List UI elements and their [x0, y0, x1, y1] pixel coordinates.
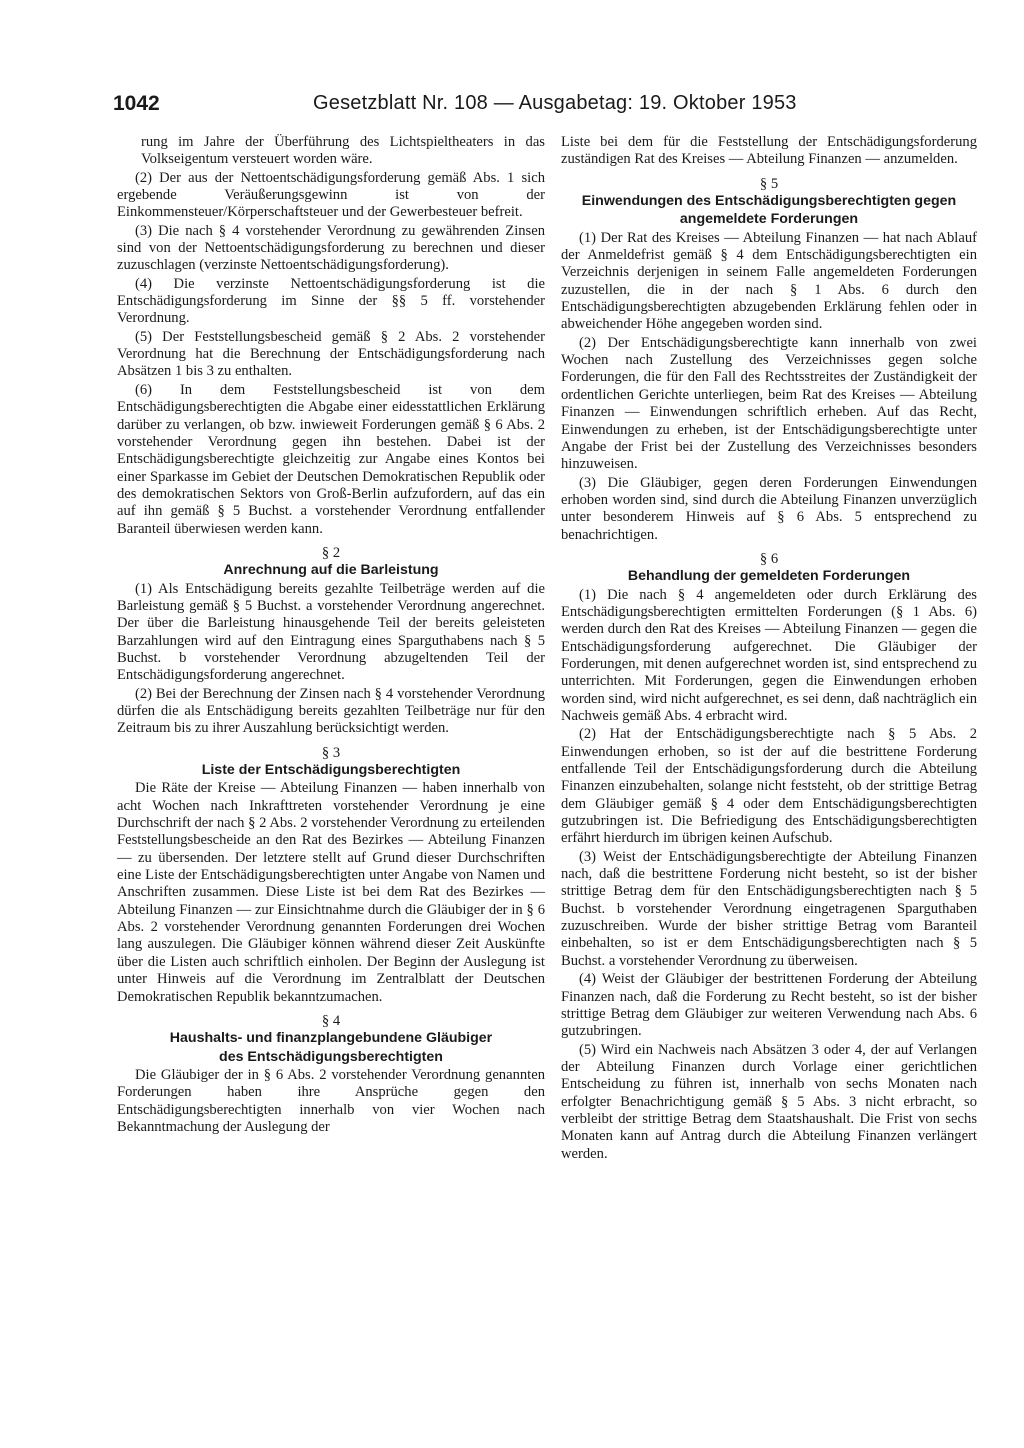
- paragraph-5-1: (1) Der Rat des Kreises — Abteilung Finanzen — hat nach Ablauf der Anmeldefrist gemäß § 4 dem Entschädigungsberechtigten ein Verzeichnis derjenigen in seinem Falle angemeldeten Forderungen zuzustellen, die in der nach § 1 Abs. 6 durch den Entschädigungsberechtigten abzugebenden Erklärung fehlen oder in abweichender Höhe angegeben worden sind.: [561, 229, 977, 333]
- left-column: [117, 134, 545, 1137]
- running-title: Gesetzblatt Nr. 108 — Ausgabetag: 19. Oktober 1953: [313, 92, 797, 114]
- paragraph-5-3: (3) Die Gläubiger, gegen deren Forderungen Einwendungen erhoben worden sind, sind durch die Abteilung Finanzen unverzüglich unter besonderem Hinweis auf § 6 Abs. 5 entsprechend zu benachrichtigen.: [561, 474, 977, 543]
- section-3-title: Liste der Entschädigungsberechtigten: [201, 762, 461, 779]
- section-4-number: § 4: [321, 1012, 341, 1029]
- right-column: [561, 134, 977, 1164]
- paragraph-3-1: Die Räte der Kreise — Abteilung Finanzen — haben innerhalb von acht Wochen nach Inkrafttreten vorstehender Verordnung je eine Durchschrift der nach § 2 Abs. 2 vorstehender Verordnung zu erteilenden Feststellungsbescheide an den Rat des Bezirkes — Abteilung Finanzen — zu übersenden. Der letztere stellt auf Grund dieser Durchschriften eine Liste der Entschädigungsberechtigten unter Angabe von Namen und Anschriften zusammen. Diese Liste ist bei dem Rat des Bezirkes — Abteilung Finanzen — zur Einsichtnahme durch die Gläubiger der in § 6 Abs. 2 vorstehender Verordnung genannten Forderungen drei Wochen lang auszulegen. Die Gläubiger können während dieser Zeit Auskünfte über die Listen auch schriftlich einholen. Der Beginn der Auslegung ist unter Hinweis auf die Verordnung im Zentralblatt der Deutschen Demokratischen Republik bekanntzumachen.: [117, 780, 545, 1005]
- paragraph-6-1: (1) Die nach § 4 angemeldeten oder durch Erklärung des Entschädigungsberechtigten ermittelten Forderungen (§ 1 Abs. 6) werden durch den Rat des Kreises — Abteilung Finanzen — gegen die Entschädigungsforderung aufgerechnet. Die Gläubiger der Forderungen, mit denen aufgerechnet worden ist, sind entsprechend zu unterrichten. Mit Forderungen, gegen die Einwendungen erhoben worden sind, wird nicht aufgerechnet, es sei denn, daß nachträglich ein Nachweis gemäß Abs. 4 erbracht wird.: [561, 586, 977, 724]
- section-6-number: § 6: [759, 550, 779, 567]
- section-6-title: Behandlung der gemeldeten Forderungen: [627, 568, 911, 585]
- paragraph-1-3: (3) Die nach § 4 vorstehender Verordnung zu gewährenden Zinsen sind von der Nettoentschädigungsforderung zu berechnen und dieser zuzuschlagen (verzinste Nettoentschädigungsforderung).: [117, 222, 545, 274]
- section-5-title-line-1: Einwendungen des Entschädigungsberechtigten gegen: [581, 193, 957, 210]
- paragraph-1-5: (5) Der Feststellungsbescheid gemäß § 2 Abs. 2 vorstehender Verordnung hat die Berechnung der Entschädigungsforderung nach Absätzen 1 bis 3 zu enthalten.: [117, 328, 545, 380]
- page-header: [113, 92, 948, 126]
- paragraph-1-4: (4) Die verzinste Nettoentschädigungsforderung ist die Entschädigungsforderung im Sinne der §§ 5 ff. vorstehender Verordnung.: [117, 275, 545, 327]
- paragraph-6-3: (3) Weist der Entschädigungsberechtigte der Abteilung Finanzen nach, daß die bestrittene Forderung nicht besteht, so ist der bisher strittige Betrag dem für den Entschädigungsberechtigten nach § 5 Buchst. b vorstehender Verordnung eingetragenen Sparguthaben zuzuschreiben. Wurde der bisher strittige Betrag vom Baranteil einbehalten, so ist er dem Entschädigungsberechtigten nach § 5 Buchst. a vorstehender Verordnung zu überweisen.: [561, 848, 977, 969]
- paragraph-continued-right: Liste bei dem für die Feststellung der Entschädigungsforderung zuständigen Rat des Kreises — Abteilung Finanzen — anzumelden.: [561, 134, 977, 168]
- section-3-number: § 3: [321, 744, 341, 761]
- paragraph-6-2: (2) Hat der Entschädigungsberechtigte nach § 5 Abs. 2 Einwendungen erhoben, so ist der auf die bestrittene Forderung entfallende Teil der Entschädigungsforderung durch die Abteilung Finanzen einzubehalten, solange nicht feststeht, ob der strittige Betrag dem Gläubiger gemäß § 4 oder dem Entschädigungsberechtigten gutzubringen ist. Die Befriedigung des Entschädigungsberechtigten erfährt hierdurch im übrigen keinen Aufschub.: [561, 726, 977, 847]
- paragraph-5-2: (2) Der Entschädigungsberechtigte kann innerhalb von zwei Wochen nach Zustellung des Verzeichnisses gegen solche Forderungen, die für den Fall des Rechtsstreites der Zuständigkeit der ordentlichen Gerichte unterliegen, beim Rat des Kreises — Abteilung Finanzen — Einwendungen schriftlich erheben. Auf das Recht, Einwendungen zu erheben, ist der Entschädigungsberechtigte unter Angabe der Frist bei der Zustellung des Verzeichnisses besonders hinzuweisen.: [561, 334, 977, 473]
- section-5-number: § 5: [759, 175, 779, 192]
- section-2-title: Anrechnung auf die Barleistung: [223, 562, 439, 579]
- paragraph-1-2: (2) Der aus der Nettoentschädigungsforderung gemäß Abs. 1 sich ergebende Veräußerungsgewinn ist von der Einkommensteuer/Körperschaftsteuer und der Gewerbesteuer befreit.: [117, 169, 545, 221]
- paragraph-1-6: (6) In dem Feststellungsbescheid ist von dem Entschädigungsberechtigten die Abgabe einer eidesstattlichen Erklärung darüber zu verlangen, ob bzw. inwieweit Forderungen gemäß § 6 Abs. 2 vorstehender Verordnung gegen ihn bestehen. Dabei ist der Entschädigungsberechtigte gleichzeitig zur Angabe eines Kontos bei einer Sparkasse im Gebiet der Deutschen Demokratischen Republik oder des demokratischen Sektors von Groß-Berlin aufzufordern, auf das ein auf ihn gemäß § 5 Buchst. a vorstehender Verordnung entfallender Baranteil überwiesen werden kann.: [117, 381, 545, 537]
- section-4-title-line-1: Haushalts- und finanzplangebundene Gläubiger: [169, 1030, 493, 1047]
- section-2-number: § 2: [321, 544, 341, 561]
- section-4-title-line-2: des Entschädigungsberechtigten: [219, 1048, 443, 1065]
- section-5-title-line-2: angemeldete Forderungen: [679, 211, 859, 228]
- paragraph-2-2: (2) Bei der Berechnung der Zinsen nach § 4 vorstehender Verordnung dürfen die als Entschädigung bereits gezahlten Teilbeträge nur für den Zeitraum bis zu ihrer Auszahlung berücksichtigt werden.: [117, 685, 545, 737]
- paragraph-continued: rung im Jahre der Überführung des Lichtspieltheaters in das Volkseigentum versteuert worden wäre.: [141, 134, 545, 168]
- paragraph-6-5: (5) Wird ein Nachweis nach Absätzen 3 oder 4, der auf Verlangen der Abteilung Finanzen durch Vorlage einer gerichtlichen Entscheidung zu führen ist, innerhalb von sechs Monaten nach erfolgter Benachrichtigung gemäß § 5 Abs. 3 nicht erbracht, so verbleibt der strittige Betrag dem Staatshaushalt. Die Frist von sechs Monaten kann auf Antrag durch die Abteilung Finanzen verlängert werden.: [561, 1041, 977, 1162]
- paragraph-6-4: (4) Weist der Gläubiger der bestrittenen Forderung der Abteilung Finanzen nach, daß die Forderung zu Recht besteht, so ist der bisher strittige Betrag dem Gläubiger zur weiteren Verwendung nach Abs. 6 gutzubringen.: [561, 971, 977, 1040]
- paragraph-2-1: (1) Als Entschädigung bereits gezahlte Teilbeträge werden auf die Barleistung gemäß § 5 Buchst. a vorstehender Verordnung angerechnet. Der über die Barleistung hinausgehende Teil der bereits geleisteten Barzahlungen wird auf den Eintragung eines Sparguthabens nach § 5 Buchst. b vorstehender Verordnung abzugeltenden Teil der Entschädigungsforderung angerechnet.: [117, 580, 545, 684]
- paragraph-4-1: Die Gläubiger der in § 6 Abs. 2 vorstehender Verordnung genannten Forderungen haben ihre Ansprüche gegen den Entschädigungsberechtigten innerhalb von vier Wochen nach Bekanntmachung der Auslegung der: [117, 1066, 545, 1135]
- page-number: 1042: [113, 92, 160, 115]
